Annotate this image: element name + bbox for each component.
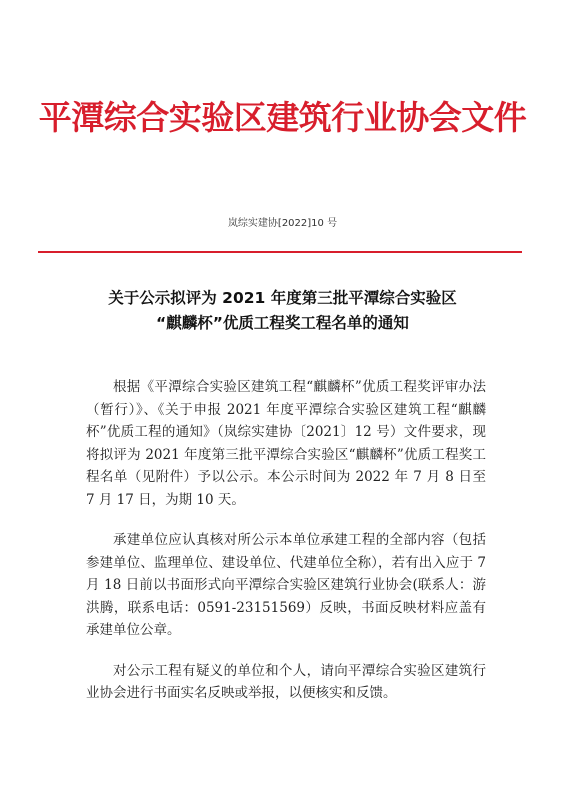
notice-body [86,376,486,723]
notice-title-line-2: “麒麟杯”优质工程奖工程名单的通知 [156,314,409,332]
header-divider [38,251,522,253]
body-paragraph-2: 承建单位应认真核对所公示本单位承建工程的全部内容（包括参建单位、监理单位、建设单位、代建单位全称），若有出入应于 7 月 18 日前以书面形式向平潭综合实验区建筑行业协会(联系人：游洪腾，联系电话：0591-23151569）反映，书面反映材料应盖有承建单位公章。 [86,532,486,638]
document-number: 岚综实建协[2022]10 号 [227,218,338,229]
org-header-title: 平潭综合实验区建筑行业协会文件 [38,98,527,137]
body-paragraph-1: 根据《平潭综合实验区建筑工程“麒麟杯”优质工程奖评审办法（暂行）》、《关于申报 2021 年度平潭综合实验区建筑工程“麒麟杯”优质工程的通知》（岚综实建协〔2021〕12 号）文件要求，现将拟评为 2021 年度第三批平潭综合实验区“麒麟杯”优质工程奖工程名单（见附件）予以公示。本公示时间为 2022 年 7 月 8 日至 7 月 17 日，为期 10 天。 [86,379,486,508]
body-paragraph-3: 对公示工程有疑义的单位和个人，请向平潭综合实验区建筑行业协会进行书面实名反映或举报，以便核实和反馈。 [86,662,486,701]
notice-title-line-1: 关于公示拟评为 2021 年度第三批平潭综合实验区 [108,289,457,307]
notice-title [0,286,565,336]
